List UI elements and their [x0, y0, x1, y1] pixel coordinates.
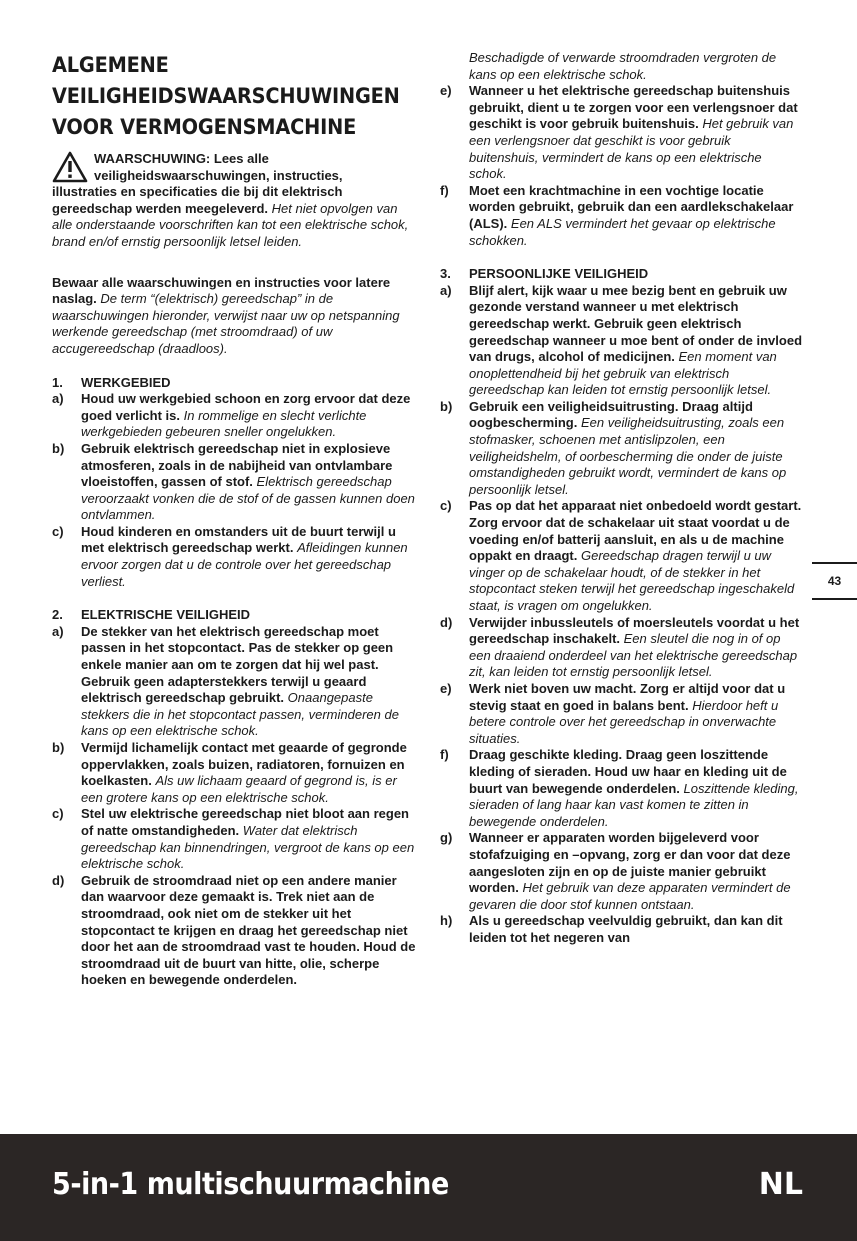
item-bold: Gebruik de stroomdraad niet op een andere manier dan waarvoor deze gemaakt is. Trek niet aan de stroomdraad, ook niet om de stekker uit het stopcontact te krijgen en draag het gereedschap niet door het aan de stroomdraad vast te houden. Houd de stroomdraad uit de buurt van hitte, olie, scherpe hoeken en bewegende onderdelen.: [81, 872, 416, 988]
item-label: a): [52, 623, 64, 639]
warning-bold-line2: veiligheidswaarschuwingen, instructies,: [94, 167, 343, 183]
list-item: [440, 681, 802, 747]
item-label: e): [440, 680, 452, 696]
section-number: 2.: [52, 607, 63, 623]
item-bold: Gebruik een veiligheidsuitrusting. Draag altijd oogbescherming.: [469, 398, 753, 431]
section-title: WERKGEBIED: [81, 374, 171, 390]
item-italic: Een sleutel die nog in of op een draaiend onderdeel van het elektrische gereedschap zit, kan leiden tot ernstig persoonlijk letsel.: [469, 631, 798, 680]
item-italic: Als uw lichaam geaard of gegrond is, is er een grotere kans op een elektrische schok.: [81, 773, 397, 805]
list-item: [52, 740, 418, 806]
section-heading-1: [52, 375, 418, 392]
save-note-italic: De term “(elektrisch) gereedschap” in de waarschuwingen hieronder, verwijst naar uw op netspanning werkende gereedschap (met stroomdraad) of uw accugereedschap (draadloos).: [52, 291, 400, 356]
item-italic: Gereedschap dragen terwijl u uw vinger op de schakelaar houdt, of de stekker in het stopcontact steken terwijl het gereedschap ingeschakeld staat, is vragen om ongelukken.: [469, 548, 795, 613]
item-bold: Pas op dat het apparaat niet onbedoeld wordt gestart. Zorg ervoor dat de schakelaar uit staat voordat u de voeding en/of batterij aansluit, en als u de machine oppakt en draagt.: [469, 498, 802, 564]
section-number: 1.: [52, 374, 63, 390]
warning-triangle-icon: [52, 151, 88, 183]
list-item: [52, 524, 418, 590]
list-item: [52, 624, 418, 740]
item-bold: Draag geschikte kleding. Draag geen loszittende kleding of sieraden. Houd uw haar en kleding uit de buurt van bewegende onderdelen.: [469, 747, 787, 796]
item-label: d): [440, 614, 453, 630]
item-italic-continued: Beschadigde of verwarde stroomdraden vergroten de kans op een elektrische schok.: [469, 50, 777, 82]
section-heading-3: [440, 266, 802, 283]
product-title: 5-in-1 multischuurmachine: [52, 1167, 449, 1202]
item-bold: Gebruik elektrisch gereedschap niet in explosieve atmosferen, zoals in de nabijheid van ontvlambare vloeistoffen, gassen of stof.: [81, 440, 393, 490]
item-italic: Water dat elektrisch gereedschap kan binnendringen, vergroot de kans op een elektrische schok.: [81, 822, 415, 872]
item-bold: Houd uw werkgebied schoon en zorg ervoor dat deze goed verlicht is.: [81, 391, 411, 423]
language-code: NL: [758, 1167, 803, 1202]
list-item: [440, 183, 802, 249]
item-bold: Moet een krachtmachine in een vochtige locatie worden gebruikt, gebruik dan een aardlekschakelaar (ALS).: [469, 182, 794, 231]
list-item: [440, 83, 802, 183]
section-number: 3.: [440, 266, 451, 282]
list-item: [440, 615, 802, 681]
section-title: PERSOONLIJKE VEILIGHEID: [469, 266, 649, 282]
page-number-tab: [812, 562, 857, 600]
item-label: b): [440, 398, 453, 414]
section-heading-2: [52, 607, 418, 624]
page-number: 43: [827, 574, 842, 588]
item-bold: Houd kinderen en omstanders uit de buurt terwijl u met elektrisch gereedschap werkt.: [81, 523, 396, 556]
list-item: [52, 873, 418, 989]
item-bold: Wanneer er apparaten worden bijgeleverd voor stofafzuiging en –opvang, zorg er dan voor dat deze aangesloten zijn en op de juiste manier gebruikt worden.: [469, 830, 791, 896]
item-italic: Het gebruik van deze apparaten vermindert de gevaren die door stof kunnen ontstaan.: [469, 880, 791, 912]
warning-bold-line1: WAARSCHUWING: Lees alle: [94, 151, 269, 166]
page-title: [52, 50, 400, 143]
item-italic: Een ALS vermindert het gevaar op elektrische schokken.: [469, 215, 776, 248]
item-bold: Blijf alert, kijk waar u mee bezig bent en gebruik uw gezonde verstand wanneer u met elektrisch gereedschap werkt. Gebruik geen elektrisch gereedschap wanneer u moe bent of onder de invloed van drugs, alcohol of medicijnen.: [469, 282, 803, 365]
section-title: ELEKTRISCHE VEILIGHEID: [81, 607, 251, 623]
list-item: [52, 806, 418, 872]
item-bold: Werk niet boven uw macht. Zorg er altijd voor dat u stevig staat en goed in balans bent.: [469, 680, 786, 713]
item-label: a): [440, 282, 452, 298]
list-item: [440, 498, 802, 614]
right-column: [440, 50, 802, 946]
general-warning: [52, 151, 418, 251]
item-italic: Loszittende kleding, sieraden of lang haar kan vast komen te zitten in bewegende onderdelen.: [469, 780, 799, 829]
item-italic: Elektrisch gereedschap veroorzaakt vonken die de stof of de gassen kunnen doen ontvlammen.: [81, 474, 415, 523]
item-label: f): [440, 747, 449, 763]
item-italic: Het gebruik van een verlengsnoer dat geschikt is voor gebruik buitenshuis, vermindert de kans op een elektrische schok.: [469, 116, 794, 182]
list-item: [52, 391, 418, 441]
list-item: [440, 913, 802, 946]
title-line-3: VOOR VERMOGENSMACHINE: [52, 115, 357, 139]
warning-bold-rest: illustraties en specificaties die bij dit elektrisch gereedschap werden meegeleverd.: [52, 184, 343, 216]
item-italic: Onaangepaste stekkers die in het stopcontact passen, verminderen de kans op een elektrische schok.: [81, 690, 399, 739]
item-label: d): [52, 872, 65, 888]
item-label: h): [440, 913, 453, 929]
save-note-bold: Bewaar alle waarschuwingen en instructies voor latere naslag.: [52, 274, 391, 307]
item-italic: Een veiligheidsuitrusting, zoals een stofmasker, schoenen met antislipzolen, een veiligheidshelm, of oorbescherming die onder de juiste omstandigheden gebruikt wordt, vermindert de kans op persoonlijk letsel.: [469, 415, 787, 497]
item-label: g): [440, 830, 453, 846]
list-item: [440, 283, 802, 399]
item-bold: Wanneer u het elektrische gereedschap buitenshuis gebruikt, dient u te zorgen voor een verlengsnoer dat geschikt is voor gebruik buitenshuis.: [469, 83, 798, 132]
footer-bar: [0, 1134, 857, 1241]
item-italic: Hierdoor heft u betere controle over het gereedschap in onverwachte situaties.: [469, 697, 779, 746]
item-italic: In rommelige en slecht verlichte werkgebieden gebeuren sneller ongelukken.: [81, 407, 367, 440]
item-label: c): [440, 498, 452, 514]
list-item: [52, 441, 418, 524]
item-label: e): [440, 83, 452, 99]
save-note: [52, 275, 418, 358]
item-italic: Een moment van onoplettendheid bij het gebruik van elektrisch gereedschap kan leiden tot ernstig persoonlijk letsel.: [469, 349, 777, 398]
item-bold: Verwijder inbussleutels of moersleutels voordat u het gereedschap inschakelt.: [469, 614, 800, 647]
item-label: f): [440, 182, 449, 198]
list-item: [440, 399, 802, 499]
item-label: b): [52, 440, 65, 456]
title-line-2: VEILIGHEIDSWAARSCHUWINGEN: [52, 84, 400, 108]
item-label: c): [52, 806, 64, 822]
warning-italic: Het niet opvolgen van alle onderstaande voorschriften kan tot een elektrische schok, brand en/of ernstig persoonlijk letsel leiden.: [52, 200, 409, 249]
item-bold: Vermijd lichamelijk contact met geaarde of gegronde oppervlakken, zoals buizen, radiatoren, fornuizen en koelkasten.: [81, 740, 407, 789]
item-bold: Als u gereedschap veelvuldig gebruikt, dan kan dit leiden tot het negeren van: [469, 913, 783, 945]
list-item: [440, 747, 802, 830]
item-label: b): [52, 740, 65, 755]
item-bold: De stekker van het elektrisch gereedschap moet passen in het stopcontact. Pas de stekker op geen enkele manier aan om te zorgen dat hij wel past. Gebruik geen adapterstekkers terwijl u geaard elektrisch gereedschap gebruikt.: [81, 623, 394, 706]
item-label: a): [52, 391, 64, 407]
item-label: c): [52, 523, 64, 539]
list-item: [440, 830, 802, 913]
left-column: [52, 50, 418, 989]
item-bold: Stel uw elektrische gereedschap niet bloot aan regen of natte omstandigheden.: [81, 806, 409, 838]
item-italic: Afleidingen kunnen ervoor zorgen dat u de controle over het gereedschap verliest.: [81, 540, 408, 589]
title-line-1: ALGEMENE: [52, 53, 169, 77]
